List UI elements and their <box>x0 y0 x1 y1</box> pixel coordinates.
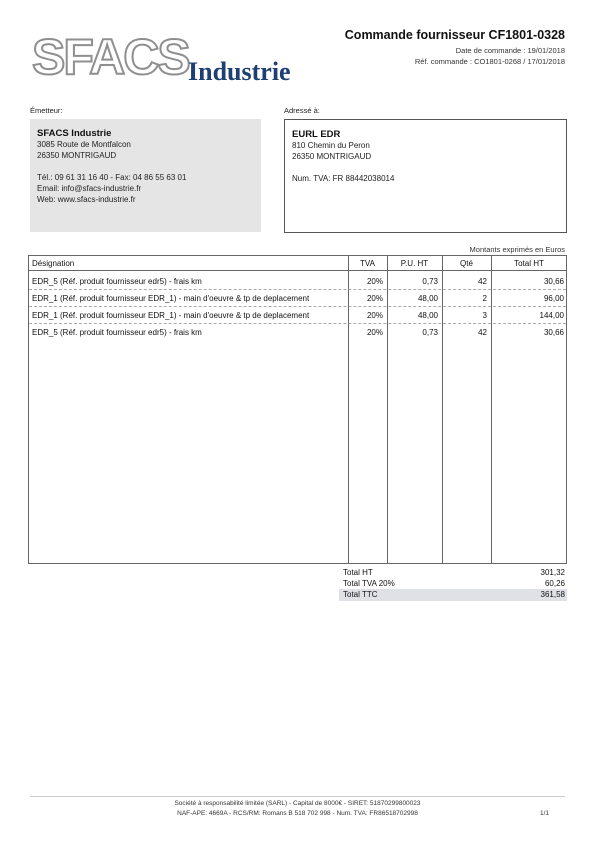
recipient-box <box>284 119 567 233</box>
logo-primary-text: SFACS <box>32 30 189 85</box>
recipient-address1: 810 Chemin du Peron <box>292 141 370 150</box>
logo-secondary-text: Industrie <box>188 57 291 86</box>
sender-email: Email: info@sfacs-industrie.fr <box>37 184 142 193</box>
row-total: 30,66 <box>543 277 564 286</box>
currency-note: Montants exprimés en Euros <box>469 245 565 254</box>
page-number: 1/1 <box>539 810 549 817</box>
sender-name: SFACS Industrie <box>37 128 112 139</box>
row-tva: 20% <box>366 294 383 303</box>
sender-label: Émetteur: <box>30 106 63 115</box>
order-reference: Réf. commande : CO1801-0268 / 17/01/2018 <box>414 57 565 66</box>
sender-address2: 26350 MONTRIGAUD <box>37 151 117 160</box>
row-quantity: 2 <box>482 294 487 303</box>
row-quantity: 3 <box>482 311 487 320</box>
header-separator <box>29 270 566 271</box>
row-unit-price: 0,73 <box>422 277 438 286</box>
items-table <box>28 255 567 564</box>
row-designation: EDR_5 (Réf. produit fournisseur edr5) - frais km <box>32 277 202 286</box>
header-unit-price: P.U. HT <box>400 259 429 268</box>
row-designation: EDR_5 (Réf. produit fournisseur edr5) - frais km <box>32 328 202 337</box>
recipient-label: Adressé à: <box>284 106 320 115</box>
row-tva: 20% <box>366 311 383 320</box>
document-title: Commande fournisseur CF1801-0328 <box>344 28 565 42</box>
header-quantity: Qté <box>460 259 473 268</box>
total-tva-label: Total TVA 20% <box>343 579 395 588</box>
sender-address1: 3085 Route de Montfalcon <box>37 140 131 149</box>
recipient-vat: Num. TVA: FR 88442038014 <box>292 174 395 183</box>
row-separator <box>29 289 566 290</box>
footer-legal-line1: Société à responsabilité limitée (SARL) - Capital de 8000€ - SIRET: 51870299800023 <box>174 800 421 807</box>
order-date: Date de commande : 19/01/2018 <box>455 46 565 55</box>
row-unit-price: 48,00 <box>417 294 438 303</box>
sender-box <box>30 119 261 232</box>
row-unit-price: 0,73 <box>422 328 438 337</box>
total-ttc-value: 361,58 <box>540 590 565 599</box>
row-separator <box>29 306 566 307</box>
total-ttc-row <box>339 589 567 601</box>
row-quantity: 42 <box>478 277 487 286</box>
row-total: 30,66 <box>543 328 564 337</box>
company-logo <box>30 30 320 86</box>
total-ht-label: Total HT <box>343 568 373 577</box>
sender-web: Web: www.sfacs-industrie.fr <box>37 195 136 204</box>
row-total: 144,00 <box>539 311 564 320</box>
total-tva-value: 60,26 <box>544 579 565 588</box>
total-ttc-label: Total TTC <box>343 590 378 599</box>
footer-divider <box>30 796 565 797</box>
header-total: Total HT <box>514 259 544 268</box>
row-quantity: 42 <box>478 328 487 337</box>
footer-legal-line2: NAF-APE: 4669A - RCS/RM: Romans B 518 702 998 - Num. TVA: FR86518702998 <box>177 810 418 817</box>
header-tva: TVA <box>360 259 375 268</box>
row-designation: EDR_1 (Réf. produit fournisseur EDR_1) - main d'oeuvre & tp de deplacement <box>32 294 310 303</box>
row-tva: 20% <box>366 277 383 286</box>
sender-phone: Tél.: 09 61 31 16 40 - Fax: 04 86 55 63 01 <box>37 173 187 182</box>
row-designation: EDR_1 (Réf. produit fournisseur EDR_1) - main d'oeuvre & tp de deplacement <box>32 311 310 320</box>
total-ht-value: 301,32 <box>540 568 565 577</box>
row-total: 96,00 <box>543 294 564 303</box>
recipient-name: EURL EDR <box>292 129 341 140</box>
row-tva: 20% <box>366 328 383 337</box>
header-designation: Désignation <box>32 259 75 268</box>
row-separator <box>29 323 566 324</box>
recipient-address2: 26350 MONTRIGAUD <box>292 152 372 161</box>
row-unit-price: 48,00 <box>417 311 438 320</box>
